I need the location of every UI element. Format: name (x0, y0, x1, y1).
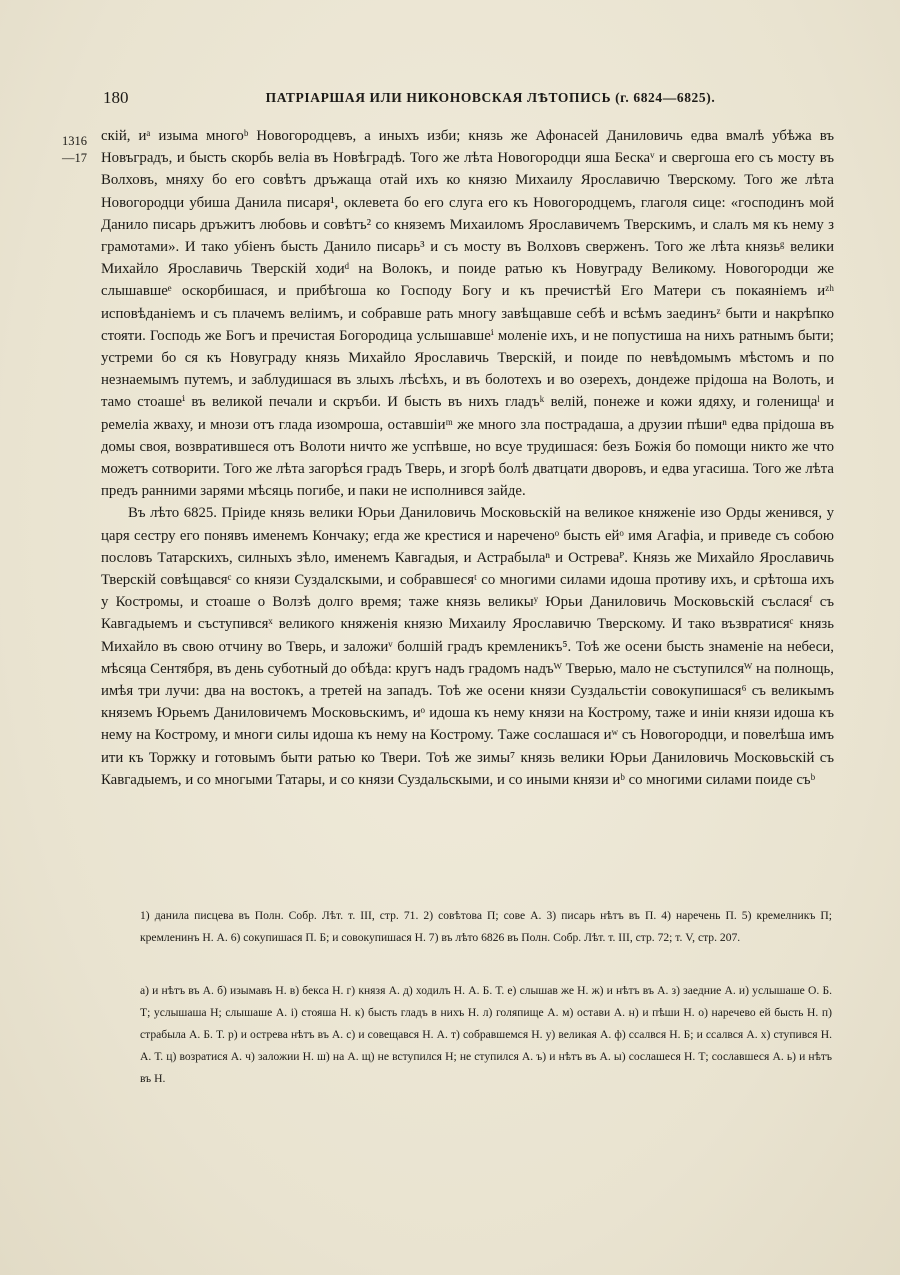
page-header (103, 88, 838, 112)
footnotes-numeric (140, 905, 832, 949)
footnotes-letter-text: а) и нѣтъ въ А. б) изымавъ Н. в) бекса Н. г) князя А. д) ходилъ Н. А. Б. Т. е) слышав же Н. ж) и нѣтъ въ А. з) заедние А. и) услышаше О. Б. Т; услышаша Н; слышаше А. і) стояша Н. к) бысть гладъ в нихъ Н. л) голяпище А. м) остави А. н) и пѣши Н. о) наречево ей бысть Н. п) страбыла А. Б. Т. р) и острева нѣтъ въ А. с) и совещався Н. А. т) собравшемся Н. у) великая А. ф) ссалвся Н. Б; и ссалвся А. х) ступився Н. А. Т. ц) возратися А. ч) заложии Н. ш) на А. щ) не вступился Н; не ступился А. ъ) и нѣтъ въ А. ы) сослашеся Н. Т; сославшеся А. ь) и нѣтъ въ Н. (140, 984, 832, 1085)
paragraph-1: скій, иᵃ изыма многоᵇ Новогородцевъ, а иныхъ изби; князь же Афонасей Даниловичь едва вмалѣ убѣжа въ Новъградъ, и бысть скорбь веліа въ Новѣградѣ. Того же лѣта Новогородци яша Бескаᵛ и свергоша его съ мосту въ Волховъ, мняху бо его совѣтъ дръжаща отай ихъ ко князю Михаилу Ярославичю Тверскому. Того же лѣта Новогородци убиша Данила писаря¹, оклевета бо его слуга его къ Новогородцемъ, глаголя сице: «господинъ мой Данило писарь дръжитъ любовь и совѣтъ² со княземъ Михаиломъ Ярославичемъ Тверскимъ, и слалъ мя къ нему з грамотами». И тако убіенъ бысть Данило писарь³ и съ мосту въ Волховъ сверженъ. Того же лѣта князьᵍ велики Михайло Ярославичь Тверскій ходиᵈ на Волокъ, и поиде ратью къ Новуграду Великому. Новогородци же слышавшеᵉ оскорбишася, и прибѣгоша ко Господу Богу и къ пречистѣй Его Матери съ покаяніемъ иᶻʰ исповѣданіемъ и съ плачемъ веліимъ, и собравше рать многу завѣщавше себѣ и всѣмъ заединъᶻ быти и накрѣпко стояти. Господь же Богъ и пречистая Богородица услышавшеⁱ моленіе ихъ, и не попустиша на нихъ ратнымъ быти; устреми бо ся къ Новуграду князь Михайло Ярославичь Тверскій, и поиде по невѣдомымъ мѣстомъ и по незнаемымъ путемъ, и заблудишася въ злыхъ лѣсѣхъ, и въ болотехъ и во озерехъ, дондеже прідоша на Волоть, и тамо стоашеⁱ въ великой печали и скръби. И бысть въ нихъ гладъᵏ велій, понеже и кожи ядяху, и голенищаˡ и ремеліа жваху, и мнози отъ глада изомроша, оставшіиᵐ же много зла пострадаша, а друзии пѣшиⁿ едва прідоша въ домы своя, возвратившеся отъ Волоти ничто же успѣвше, но всуе трудишася: безъ Божія бо помощи никто же что можетъ сотворити. Того же лѣта загорѣся градъ Тверь, и згорѣ болѣ дватцати дворовъ, и едва угасиша. Того же лѣта предъ ранними зарями мѣсяць погибе, и паки не исполнився зайде. (101, 128, 834, 500)
footnotes-letter (140, 980, 832, 1090)
margin-years: 1316 —17 (62, 134, 87, 165)
footnotes-numeric-text: 1) данила писцева въ Полн. Собр. Лѣт. т. III, стр. 71. 2) совѣтова П; сове А. 3) писарь нѣтъ въ П. 4) наречень П. 5) кремелникъ П; кремленинъ Н. А. 6) сокупишася П. Б; и совокупишася Н. 7) въ лѣто 6826 въ Полн. Собр. Лѣт. т. III, стр. 72; т. V, стр. 207. (140, 909, 832, 944)
running-title: ПАТРІАРШАЯ ИЛИ НИКОНОВСКАЯ ЛѢТОПИСЬ (г. 6824—6825). (265, 90, 716, 105)
main-text (101, 125, 834, 791)
page-number: 180 (103, 88, 129, 107)
paragraph-2: Въ лѣто 6825. Пріиде князь велики Юрьи Даниловичь Московьскій на великое княженіе изо Орды женився, у царя сестру его понявъ именемъ Кончаку; егда же крестися и нареченоᵒ бысть ейᵒ имя Агафіа, и приведе съ собою пословъ Татарскихъ, силныхъ зѣло, именемъ Кавгадыя, и Астрабылаⁿ и Остреваᴾ. Князь же Михайло Ярославичь Тверскій совѣщавсяᶜ со князи Суздалскыми, и собравшесяᵗ со многими силами идоша противу ихъ, и срѣтоша ихъ у Костромы, и стоаше о Волзѣ долго время; таже князь великыʸ Юрьи Даниловичь Московьскій съсласяᶠ съ Кавгадыемъ и съступивсяˣ великого княженія князю Михаилу Ярославичю Тверскому. И тако възвратисяᶜ князь Михайло въ свою отчину во Тверь, и заложиᵛ болшій градъ кремленикъ⁵. Тоѣ же осени бысть знаменіе на небеси, мѣсяца Сентября, въ день суботный до обѣда: кругъ надъ градомъ надъᵂ Тверью, мало не съступилсяᵂ на полнощь, имѣя три лучи: два на востокъ, а третей на западъ. Тоѣ же осени князи Суздальстіи совокупишася⁶ съ великымъ княземъ Юрьемъ Даниловичемъ Московьскимъ, иᵒ идоша къ нему князи на Кострому, таже и инiи князи идоша къ нему на Кострому, и многи силы идоша къ нему на Кострому. Таже сослашася иʷ съ Новогородци, и повелѣша имъ ити къ Торжку и готовымъ быти ратью ко Твери. Тоѣ же зимы⁷ князь велики Юрьи Даниловичь Московьскій съ Кавгадыемъ, и со многыми Татары, и со князи Суздальскыми, и со иными князи иᵇ со многими силами поиде съᵇ (101, 505, 834, 788)
